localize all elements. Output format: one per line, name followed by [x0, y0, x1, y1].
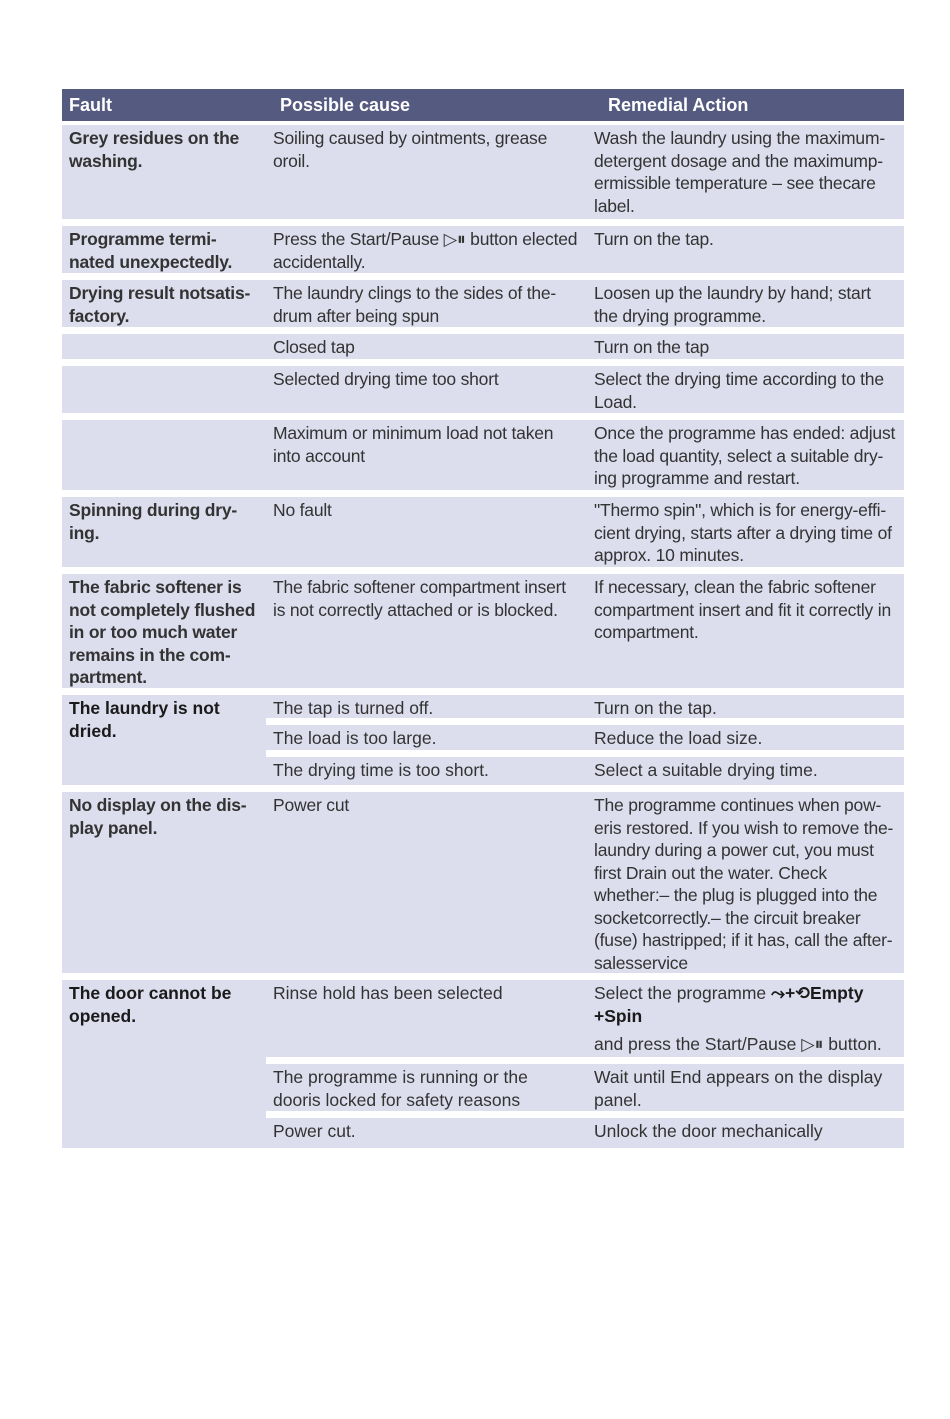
table-row: [62, 420, 904, 490]
action-text-2: and press the Start/Pause ▷⏸ button.: [594, 1034, 882, 1054]
action-cell: "Thermo spin", which is for energy-effi-cient drying, starts after a drying time of approx. 10 minutes.: [587, 497, 904, 567]
table-row: [62, 366, 904, 413]
table-row: [266, 757, 904, 785]
fault-cell: The fabric softener is not completely flushed in or too much water remains in the com-partment.: [62, 574, 266, 688]
fault-cell: Programme termi-nated unexpectedly.: [62, 226, 266, 273]
header-action: Remedial Action: [608, 94, 749, 115]
fault-cell: Spinning during dry-ing.: [62, 497, 266, 567]
cause-cell: The laundry clings to the sides of the-drum after being spun: [266, 280, 587, 327]
cause-cell: The load is too large.: [266, 725, 587, 750]
table-row: [62, 334, 904, 359]
action-cell: The programme continues when pow-eris restored. If you wish to remove the-laundry during a power cut, you must first Drain out the water. Check whether:– the plug is plugged into the socketcorrectly.– the circuit breaker (fuse) hastripped; if it has, call the after-salesservice: [587, 792, 904, 973]
header-fault: Fault: [69, 94, 112, 115]
programme-name: Empty +Spin: [594, 983, 864, 1026]
table-row: [62, 280, 904, 327]
action-cell: Turn on the tap: [587, 334, 904, 359]
cause-cell: Power cut: [266, 792, 587, 973]
cause-cell: Press the Start/Pause ▷⏸ button elected accidentally.: [266, 226, 587, 273]
cause-cell: No fault: [266, 497, 587, 567]
table-group-door-cannot-open: [62, 980, 904, 1148]
action-cell: If necessary, clean the fabric softener compartment insert and fit it correctly in compartment.: [587, 574, 904, 688]
table-row: [266, 695, 904, 718]
action-cell: Wait until End appears on the display panel.: [587, 1064, 904, 1111]
action-cell: [587, 980, 904, 1057]
cause-cell: Closed tap: [266, 334, 587, 359]
cause-cell: The drying time is too short.: [266, 757, 587, 785]
table-row: [62, 125, 904, 219]
fault-cell: No display on the dis-play panel.: [62, 792, 266, 973]
fault-cell: Grey residues on the washing.: [62, 125, 266, 219]
cause-cell: Rinse hold has been selected: [266, 980, 587, 1057]
table-row: [62, 792, 904, 973]
table-row: [62, 226, 904, 273]
action-cell: Reduce the load size.: [587, 725, 904, 750]
table-row: [62, 574, 904, 688]
header-cause: Possible cause: [280, 94, 411, 115]
rinse-spin-icon: ⤳+⟲: [771, 983, 810, 1003]
table-row: [266, 725, 904, 750]
action-cell: Wash the laundry using the maximum-detergent dosage and the maximump-ermissible temperature – see thecare label.: [587, 125, 904, 219]
action-cell: Loosen up the laundry by hand; start the drying programme.: [587, 280, 904, 327]
action-cell: Unlock the door mechanically: [587, 1118, 904, 1148]
action-cell: Select a suitable drying time.: [587, 757, 904, 785]
action-cell: Turn on the tap.: [587, 695, 904, 718]
troubleshooting-table: [62, 89, 904, 1155]
fault-cell: Drying result notsatis-factory.: [62, 280, 266, 327]
fault-cell: The door cannot be opened.: [62, 980, 266, 1148]
cause-cell: Selected drying time too short: [266, 366, 587, 413]
table-group-laundry-not-dried: [62, 695, 904, 785]
fault-cell: The laundry is not dried.: [62, 695, 266, 785]
action-cell: Turn on the tap.: [587, 226, 904, 273]
cause-cell: The programme is running or the dooris locked for safety reasons: [266, 1064, 587, 1111]
action-cell: Once the programme has ended: adjust the load quantity, select a suitable dry-ing programme and restart.: [587, 420, 904, 490]
table-row: [62, 497, 904, 567]
table-row: [266, 980, 904, 1057]
cause-cell: Soiling caused by ointments, grease oroil.: [266, 125, 587, 219]
fault-cell: [62, 366, 266, 413]
table-row: [266, 1064, 904, 1111]
cause-cell: The tap is turned off.: [266, 695, 587, 718]
cause-cell: Power cut.: [266, 1118, 587, 1148]
action-text: Select the programme: [594, 983, 767, 1003]
cause-cell: The fabric softener compartment insert is not correctly attached or is blocked.: [266, 574, 587, 688]
action-cell: Select the drying time according to the Load.: [587, 366, 904, 413]
cause-cell: Maximum or minimum load not taken into account: [266, 420, 587, 490]
fault-cell: [62, 334, 266, 359]
table-header: [62, 89, 904, 121]
fault-cell: [62, 420, 266, 490]
table-row: [266, 1118, 904, 1148]
